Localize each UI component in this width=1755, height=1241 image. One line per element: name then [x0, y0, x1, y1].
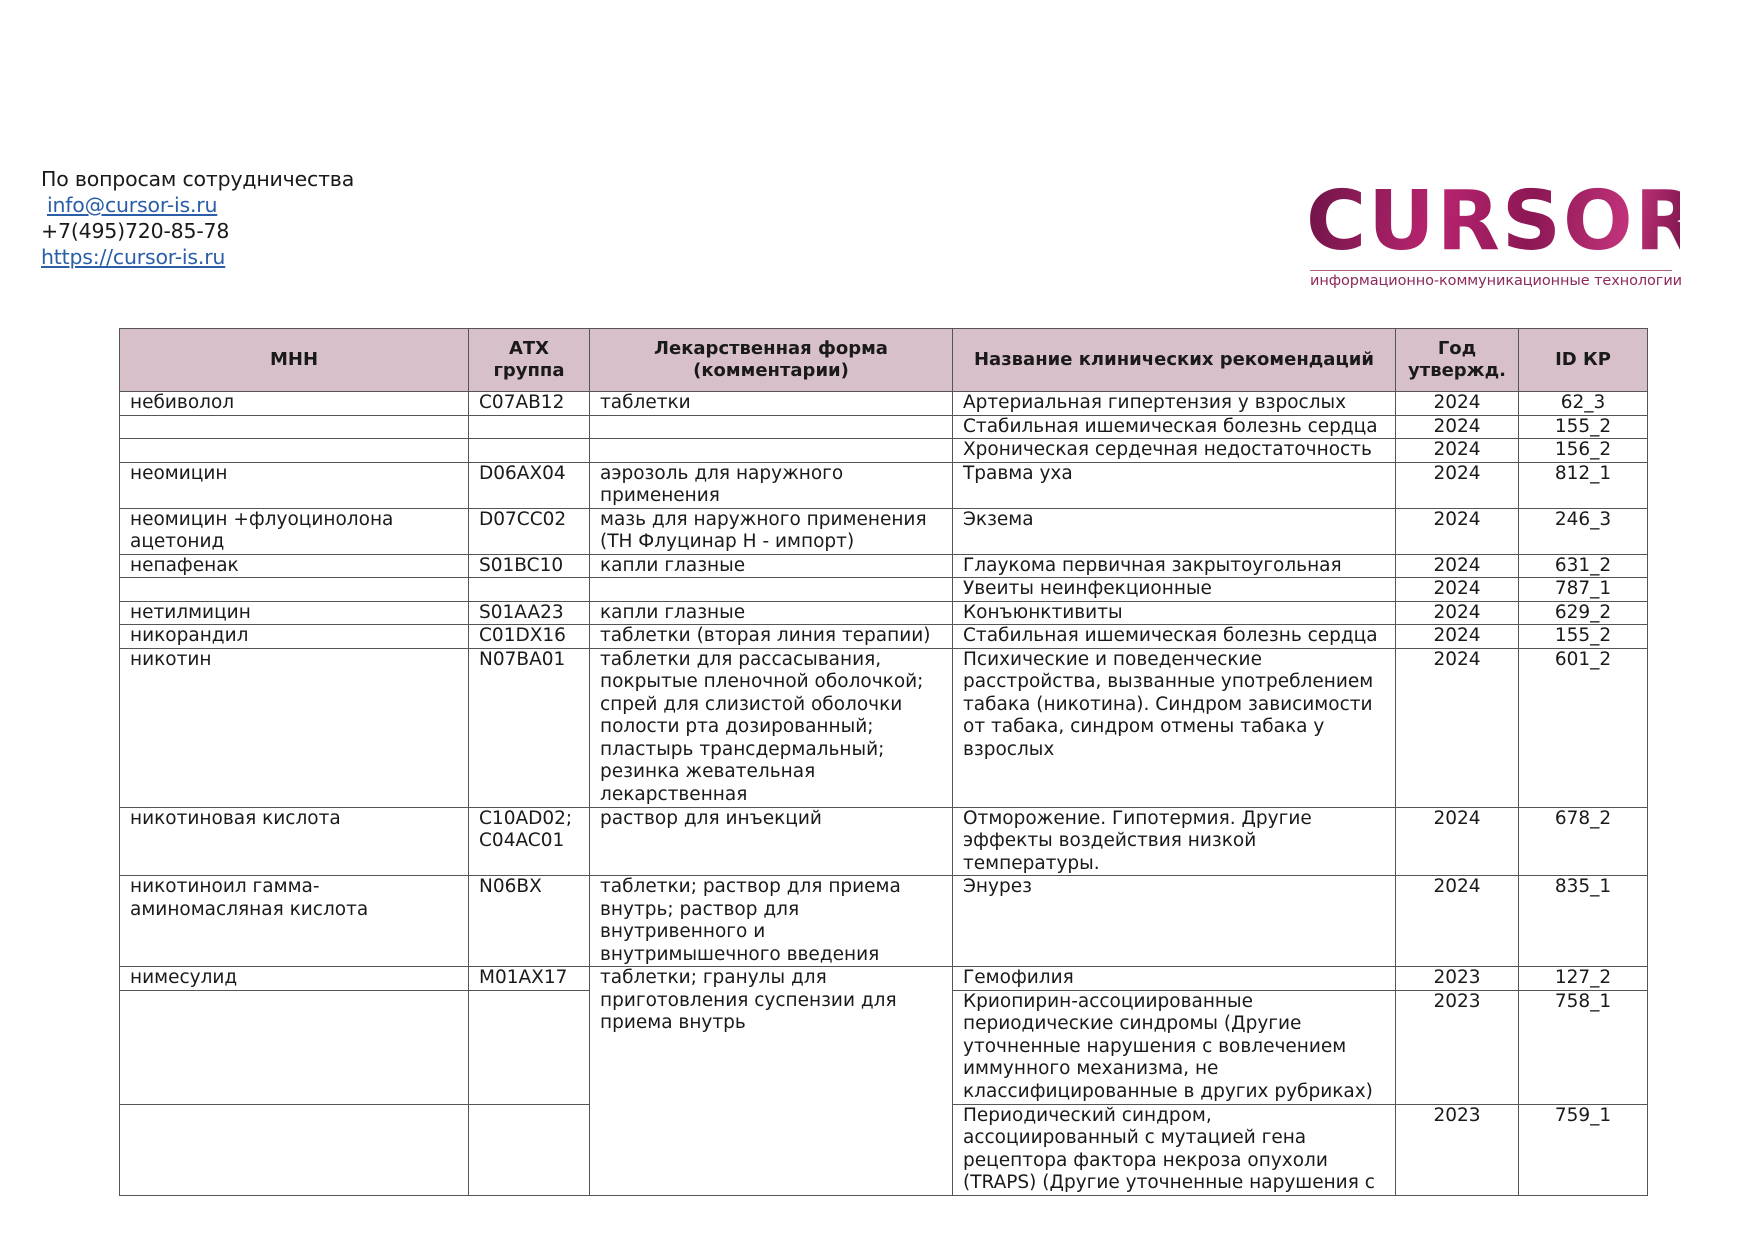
- cell-guideline: Криопирин-ассоциированные периодические синдромы (Другие уточненные нарушения с вовлечением иммунного механизма, не классифицированные в других рубриках): [953, 990, 1396, 1104]
- cell-form: капли глазные: [590, 601, 953, 625]
- cell-id: 787_1: [1519, 578, 1648, 602]
- table-row: [120, 648, 1648, 807]
- cell-id: 62_3: [1519, 392, 1648, 416]
- cell-id: 601_2: [1519, 648, 1648, 807]
- cell-atc: C07AB12: [469, 392, 590, 416]
- cell-mnn: небиволол: [120, 392, 469, 416]
- cell-year: 2024: [1396, 625, 1519, 649]
- header-id: ID КР: [1519, 329, 1648, 392]
- table-row: [120, 554, 1648, 578]
- cell-form: таблетки для рассасывания, покрытые пленочной оболочкой; спрей для слизистой оболочки полости рта дозированный; пластырь трансдермальный; резинка жевательная лекарственная: [590, 648, 953, 807]
- cell-year: 2024: [1396, 601, 1519, 625]
- cell-form: мазь для наружного применения (ТН Флуцинар Н - импорт): [590, 508, 953, 554]
- cell-atc: M01AX17: [469, 967, 590, 991]
- cell-year: 2024: [1396, 554, 1519, 578]
- logo-wordmark: CURSOR: [1306, 174, 1700, 269]
- table-row: [120, 415, 1648, 439]
- table-row: [120, 508, 1648, 554]
- cell-mnn: неомицин +флуоцинолона ацетонид: [120, 508, 469, 554]
- cell-form: [590, 578, 953, 602]
- cell-guideline: Периодический синдром, ассоциированный с мутацией гена рецептора фактора некроза опухоли (TRAPS) (Другие уточненные нарушения с: [953, 1104, 1396, 1195]
- cell-form: [590, 415, 953, 439]
- cell-guideline: Экзема: [953, 508, 1396, 554]
- cell-mnn: нетилмицин: [120, 601, 469, 625]
- header-mnn: МНН: [120, 329, 469, 392]
- cell-year: 2024: [1396, 415, 1519, 439]
- cell-id: 812_1: [1519, 462, 1648, 508]
- cell-mnn: [120, 439, 469, 463]
- cell-atc: S01AA23: [469, 601, 590, 625]
- cell-mnn: никотиновая кислота: [120, 807, 469, 876]
- cell-atc: [469, 439, 590, 463]
- cell-id: 759_1: [1519, 1104, 1648, 1195]
- cell-atc: D07CC02: [469, 508, 590, 554]
- cell-id: 678_2: [1519, 807, 1648, 876]
- cell-year: 2024: [1396, 392, 1519, 416]
- logo-divider: [1310, 270, 1672, 271]
- table-row: [120, 392, 1648, 416]
- phone-number: +7(495)720-85-78: [41, 219, 230, 243]
- table-row: [120, 876, 1648, 967]
- cell-atc: C10AD02; C04AC01: [469, 807, 590, 876]
- cell-mnn: никотиноил гамма-аминомасляная кислота: [120, 876, 469, 967]
- email-link[interactable]: info@cursor-is.ru: [47, 193, 218, 217]
- cell-year: 2024: [1396, 508, 1519, 554]
- cell-guideline: Отморожение. Гипотермия. Другие эффекты воздействия низкой температуры.: [953, 807, 1396, 876]
- cell-id: 156_2: [1519, 439, 1648, 463]
- cell-id: 758_1: [1519, 990, 1648, 1104]
- cell-id: 155_2: [1519, 625, 1648, 649]
- cell-form: таблетки (вторая линия терапии): [590, 625, 953, 649]
- cell-atc: [469, 1104, 590, 1195]
- cell-id: 127_2: [1519, 967, 1648, 991]
- cell-form: [590, 439, 953, 463]
- cell-mnn: никорандил: [120, 625, 469, 649]
- cell-id: 835_1: [1519, 876, 1648, 967]
- cell-id: 631_2: [1519, 554, 1648, 578]
- logo-tagline: информационно-коммуникационные технологии: [1310, 273, 1682, 289]
- cell-id: 246_3: [1519, 508, 1648, 554]
- cell-guideline: Энурез: [953, 876, 1396, 967]
- cell-atc: D06AX04: [469, 462, 590, 508]
- cell-year: 2023: [1396, 967, 1519, 991]
- cell-form: капли глазные: [590, 554, 953, 578]
- cell-guideline: Стабильная ишемическая болезнь сердца: [953, 625, 1396, 649]
- cell-guideline: Травма уха: [953, 462, 1396, 508]
- cell-guideline: Гемофилия: [953, 967, 1396, 991]
- cell-year: 2024: [1396, 578, 1519, 602]
- table-row: [120, 439, 1648, 463]
- drug-guidelines-table: [119, 328, 1648, 1196]
- cell-mnn: непафенак: [120, 554, 469, 578]
- cell-form: аэрозоль для наружного применения: [590, 462, 953, 508]
- cell-mnn: [120, 1104, 469, 1195]
- cell-form: таблетки; раствор для приема внутрь; раствор для внутривенного и внутримышечного введения: [590, 876, 953, 967]
- table-header-row: [120, 329, 1648, 392]
- cell-mnn: [120, 415, 469, 439]
- cell-id: 629_2: [1519, 601, 1648, 625]
- header-guideline: Название клинических рекомендаций: [953, 329, 1396, 392]
- cell-year: 2023: [1396, 1104, 1519, 1195]
- cell-atc: [469, 578, 590, 602]
- table-row: [120, 462, 1648, 508]
- table-row: [120, 625, 1648, 649]
- header-atc: АТХ группа: [469, 329, 590, 392]
- contacts-block: [41, 166, 354, 270]
- cell-form: таблетки: [590, 392, 953, 416]
- cursor-logo: [1306, 174, 1700, 289]
- cell-year: 2024: [1396, 876, 1519, 967]
- table-row: [120, 601, 1648, 625]
- cell-atc: C01DX16: [469, 625, 590, 649]
- contacts-title: По вопросам сотрудничества: [41, 167, 355, 191]
- cell-guideline: Психические и поведенческие расстройства, вызванные употреблением табака (никотина). Синдром зависимости от табака, синдром отмены табака у взрослых: [953, 648, 1396, 807]
- website-link[interactable]: https://cursor-is.ru: [41, 245, 226, 269]
- cell-year: 2024: [1396, 648, 1519, 807]
- cell-mnn: [120, 578, 469, 602]
- cell-form: раствор для инъекций: [590, 807, 953, 876]
- cell-guideline: Артериальная гипертензия у взрослых: [953, 392, 1396, 416]
- cell-year: 2024: [1396, 439, 1519, 463]
- header-year: Год утвержд.: [1396, 329, 1519, 392]
- table-row: [120, 807, 1648, 876]
- cell-mnn: нимесулид: [120, 967, 469, 991]
- cell-year: 2023: [1396, 990, 1519, 1104]
- cell-atc: S01BC10: [469, 554, 590, 578]
- cell-atc: N06BX: [469, 876, 590, 967]
- cell-atc: N07BA01: [469, 648, 590, 807]
- table-row: [120, 578, 1648, 602]
- cell-mnn: никотин: [120, 648, 469, 807]
- cell-guideline: Стабильная ишемическая болезнь сердца: [953, 415, 1396, 439]
- cell-atc: [469, 990, 590, 1104]
- cell-atc: [469, 415, 590, 439]
- cell-mnn: [120, 990, 469, 1104]
- table-row: [120, 967, 1648, 991]
- header-form: Лекарственная форма (комментарии): [590, 329, 953, 392]
- cell-year: 2024: [1396, 462, 1519, 508]
- cell-mnn: неомицин: [120, 462, 469, 508]
- cell-guideline: Увеиты неинфекционные: [953, 578, 1396, 602]
- cell-id: 155_2: [1519, 415, 1648, 439]
- cell-guideline: Глаукома первичная закрытоугольная: [953, 554, 1396, 578]
- cell-form: таблетки; гранулы для приготовления суспензии для приема внутрь: [590, 967, 953, 1196]
- cell-guideline: Конъюнктивиты: [953, 601, 1396, 625]
- cell-year: 2024: [1396, 807, 1519, 876]
- cell-guideline: Хроническая сердечная недостаточность: [953, 439, 1396, 463]
